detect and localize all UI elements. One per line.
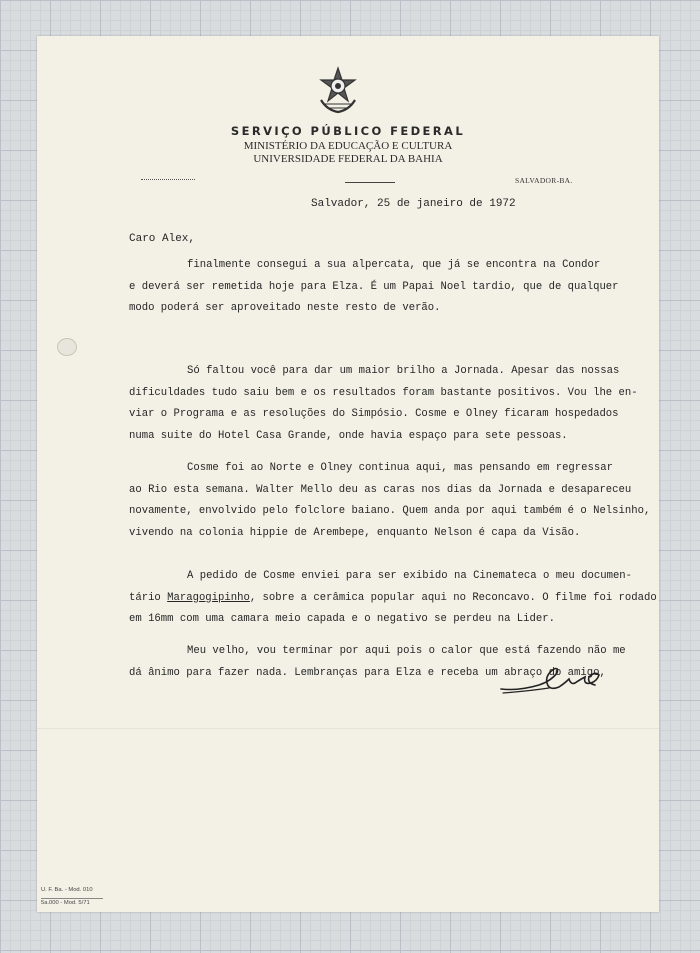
paragraph-line: vivendo na colonia hippie de Arembepe, enquanto Nelson é capa da Visão. [129,526,581,539]
paragraph-line: ao Rio esta semana. Walter Mello deu as caras nos dias da Jornada e desapareceu [129,483,632,496]
paragraph-2 [129,361,638,447]
dotted-line [141,179,195,180]
paragraph-line: novamente, envolvido pelo folclore baiano. Quem anda por aqui também é o Nelsinho, [129,505,651,517]
paragraph-line: tário Maragogipinho, sobre a cerâmica popular aqui no Reconcavo. O filme foi rodado [129,591,657,604]
paragraph-line: Só faltou você para dar um maior brilho a Jornada. Apesar das nossas [187,365,620,377]
paragraph-line: modo poderá ser aproveitado neste resto de verão. [129,302,441,314]
header-service: SERVIÇO PÚBLICO FEDERAL [230,124,466,138]
film-title: Maragogipinho [167,591,250,604]
paragraph-line: Cosme foi ao Norte e Olney continua aqui, mas pensando em regressar [187,462,613,474]
paragraph-3 [129,458,651,544]
paragraph-line: dificuldades tudo saiu bem e os resultados foram bastante positivos. Vou lhe en- [129,386,638,399]
paragraph-line: dá ânimo para fazer nada. Lembranças para Elza e receba um abraço do amigo, [129,666,606,679]
letter-greeting: Caro Alex, [129,233,196,245]
paragraph-line: A pedido de Cosme enviei para ser exibido na Cinemateca o meu documen- [187,570,633,582]
header-rule [345,182,395,183]
form-code: U. F. Ba. - Mod. 010 [41,887,93,893]
header-city: SALVADOR-BA. [515,176,573,185]
paragraph-line: e deverá ser remetida hoje para Elza. É um Papai Noel tardio, que de qualquer [129,280,619,293]
paragraph-line: em 16mm com uma camara meio capada e o negativo se perdeu na Lider. [129,613,555,625]
paragraph-1 [129,255,629,320]
form-print: 5a.000 - Mod. 5/71 [41,898,103,906]
fold-line [37,728,659,729]
header-university: UNIVERSIDADE FEDERAL DA BAHIA [253,153,443,165]
paragraph-line: viar o Programa e as resoluções do Simpósio. Cosme e Olney ficaram hospedados [129,408,619,420]
letter-sheet [37,36,659,912]
signature [499,661,609,701]
letter-date: Salvador, 25 de janeiro de 1972 [311,198,516,210]
paragraph-line: finalmente consegui a sua alpercata, que já se encontra na Condor [187,259,601,271]
paragraph-line: numa suite do Hotel Casa Grande, onde havia espaço para sete pessoas. [129,429,568,442]
header-ministry: MINISTÉRIO DA EDUCAÇÃO E CULTURA [243,140,453,152]
paragraph-4 [129,566,657,631]
brazil-coat-of-arms-icon [315,64,361,116]
paragraph-line: Meu velho, vou terminar por aqui pois o calor que está fazendo não me [187,645,626,657]
punch-hole [57,338,77,356]
